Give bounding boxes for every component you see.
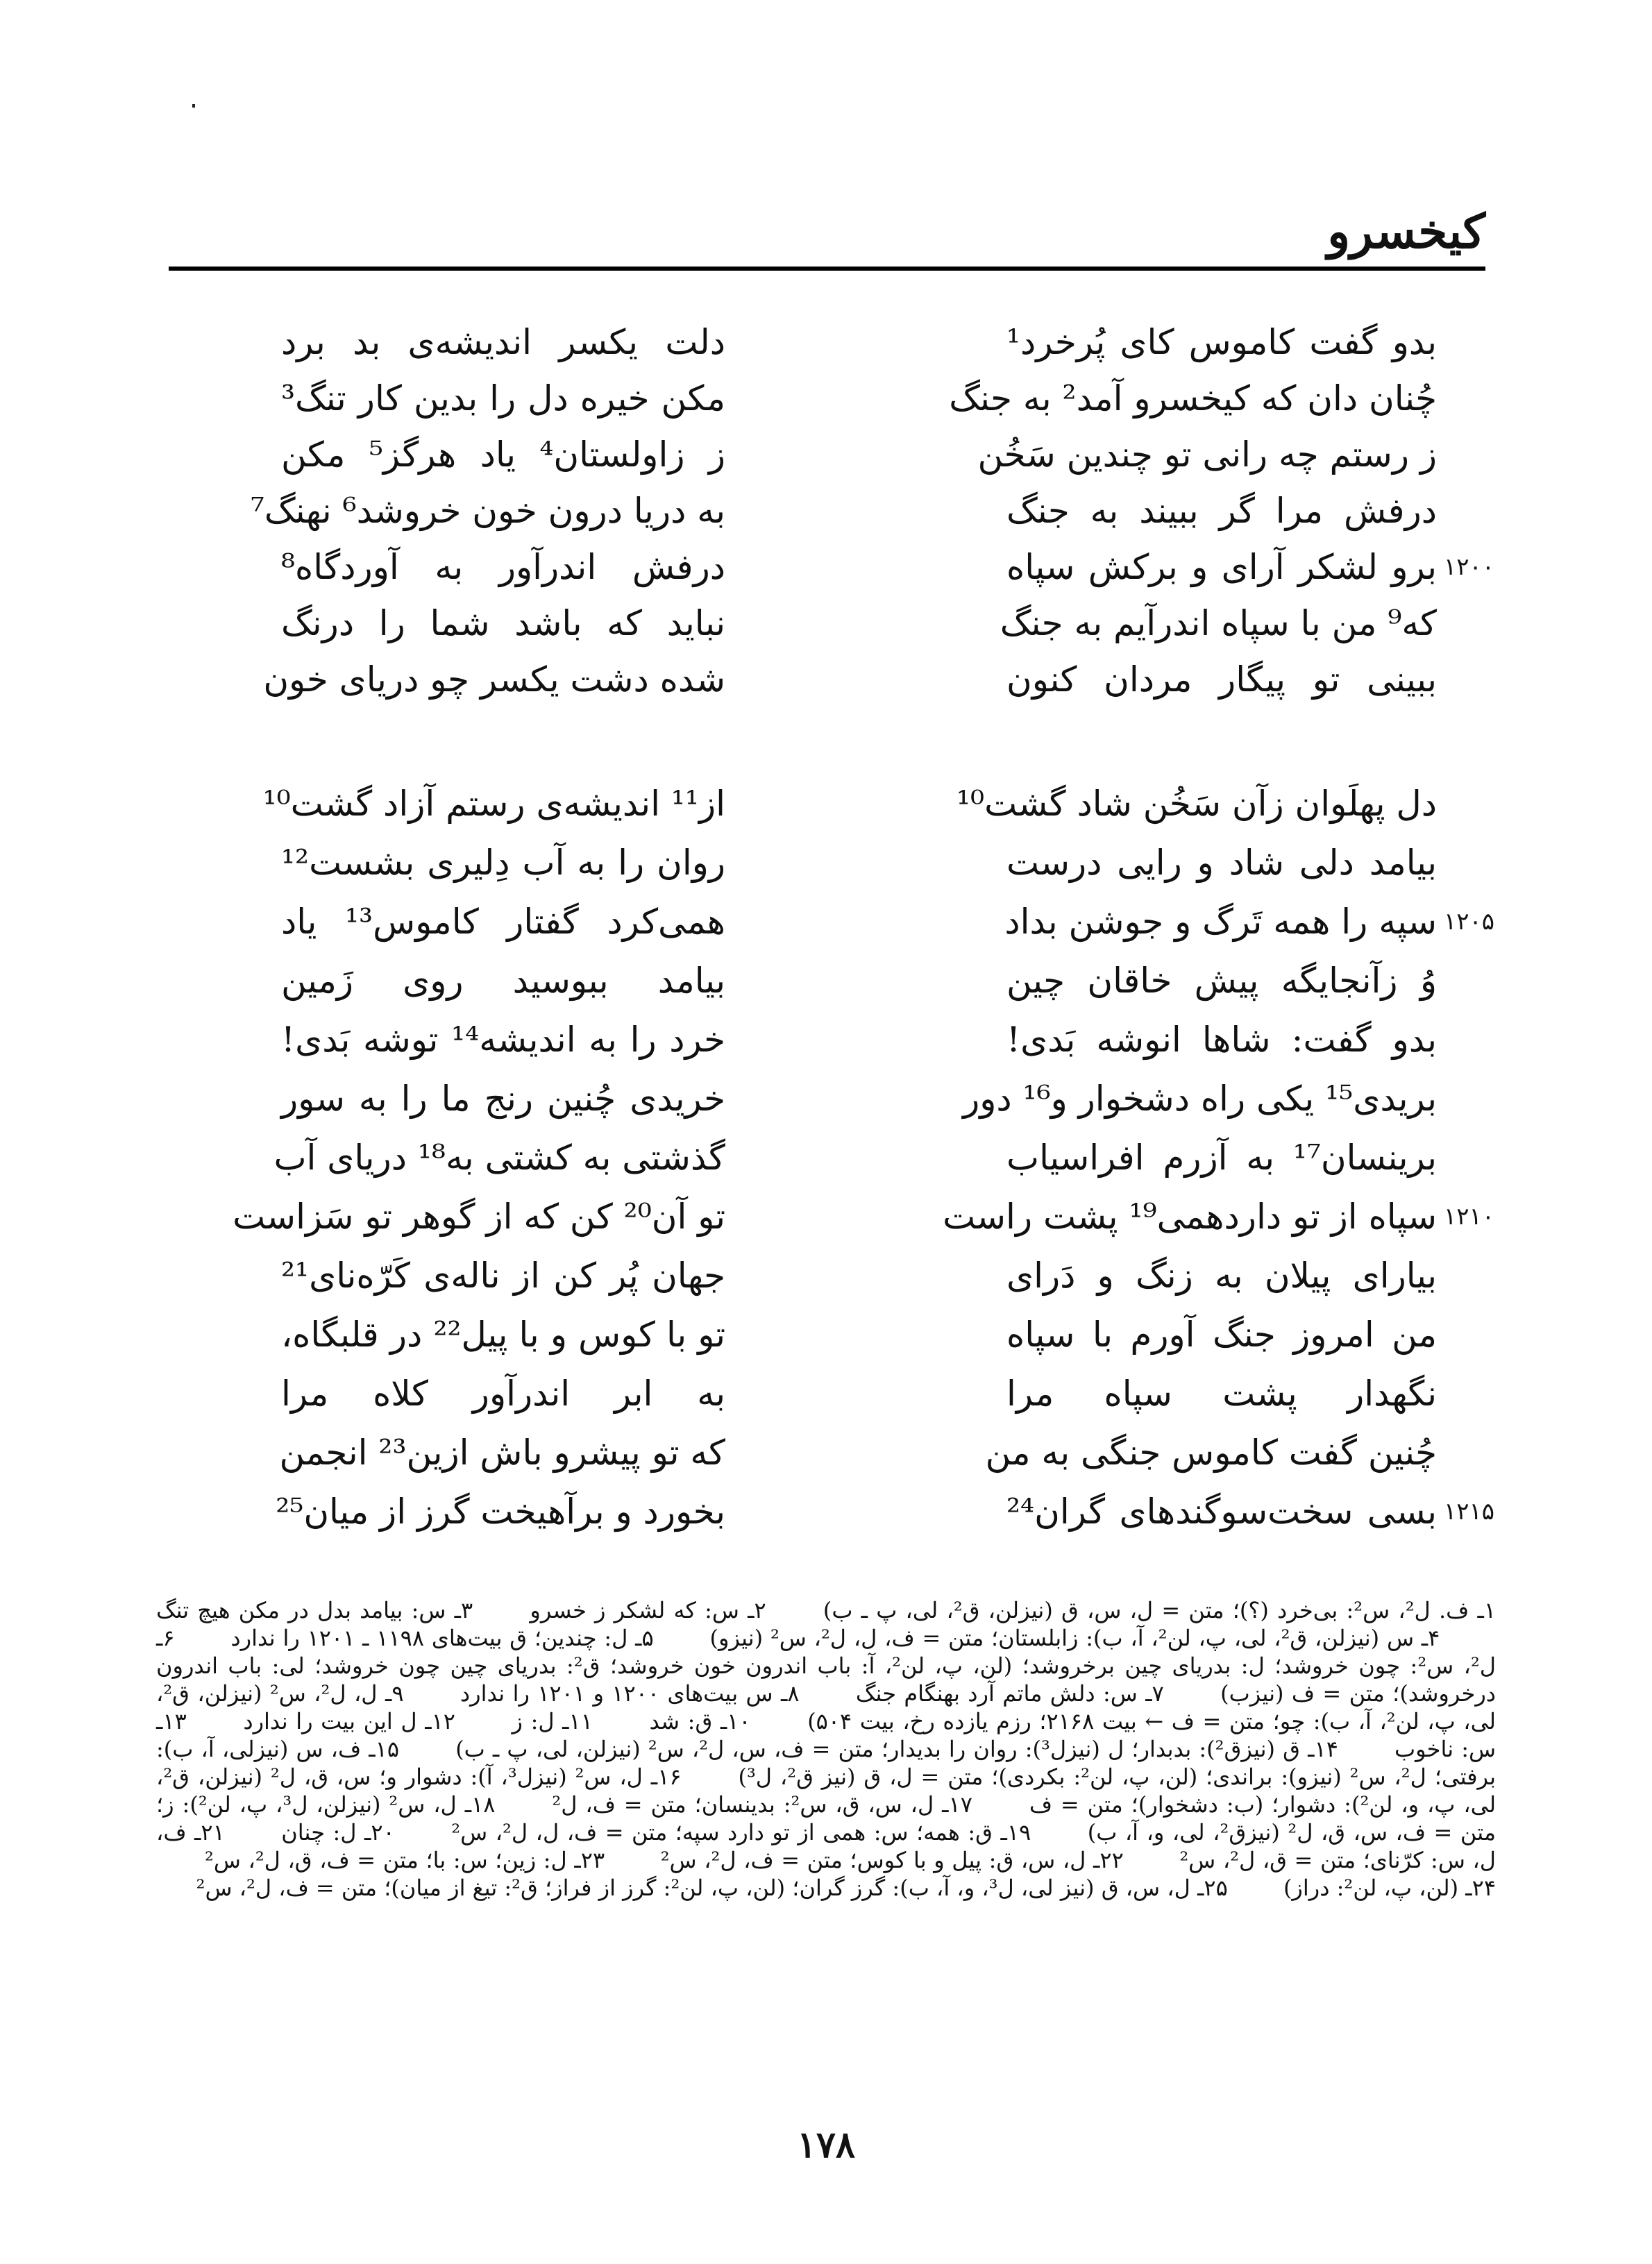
first-hemistich: سپاه از تو داردهمی¹⁹ پشت راست	[943, 1197, 1437, 1237]
second-hemistich: نباید که باشد شما را درنگ	[281, 603, 725, 643]
first-hemistich: سپه را همه تَرگ و جوشن بداد	[1004, 902, 1437, 942]
couplet	[0, 1183, 1652, 1250]
footnote: ۱۶ـ ل، س² (نیزل³، آ): دشوار و؛ س، ق، ل² (نیزلن، ق²، لی، پ، و، لن²): دشوار؛ (ب: دشخوار)؛ متن = ف	[156, 1764, 1497, 1818]
footnote: ۲۲ـ ل، س، ق: پیل و با کوس؛ متن = ف، ل²، س²	[660, 1847, 1124, 1873]
second-hemistich: تو آن²⁰ کن که از گوهر تو سَزاست	[233, 1197, 725, 1237]
footnote: ۲۱ـ ف، ل، س: کرّنای؛ متن = ق، ل²، س²	[156, 1819, 1497, 1873]
couplet	[0, 1301, 1652, 1368]
couplet	[0, 1124, 1652, 1191]
second-hemistich: مکن خیره دل را بدین کار تنگ³	[281, 378, 725, 419]
second-hemistich: درفش اندرآور به آوردگاه⁸	[281, 547, 725, 587]
first-hemistich: نگهدار پشت سپاه مرا	[1006, 1374, 1437, 1414]
second-hemistich: بیامد ببوسید روی زَمین	[281, 961, 725, 1001]
first-hemistich: چُنین گفت کاموس جنگی به من	[985, 1433, 1437, 1473]
footnote: ۵ـ ل: چندین؛ ق بیت‌های ۱۱۹۸ ـ ۱۲۰۱ را ندارد	[230, 1625, 654, 1651]
first-hemistich: دل پهلَوان زآن سَخُن شاد گشت¹⁰	[956, 784, 1437, 824]
footnote: ۱۳ـ س: ناخوب	[156, 1708, 1497, 1762]
first-hemistich: بیارای پیلان به زنگ و دَرای	[1006, 1256, 1437, 1296]
footnote: ۲۴ـ (لن، پ، لن²: دراز)	[1283, 1875, 1496, 1901]
first-hemistich: که⁹ من با سپاه اندرآیم به جنگ	[1000, 603, 1437, 643]
second-hemistich: به دریا درون خون خروشد⁶ نهنگ⁷	[250, 491, 725, 531]
running-head-title: کیخسرو	[1327, 204, 1485, 260]
footnote: ۱۲ـ ل این بیت را ندارد	[243, 1708, 455, 1734]
second-hemistich: همی‌کرد گفتار کاموس¹³ یاد	[281, 902, 725, 942]
verse-number: ۱۲۰۵	[1444, 908, 1495, 936]
footnote: ۱۴ـ ق (نیزق²): بدبدار؛ ل (نیزل³): روان را بدیدار؛ متن = ف، س، ل²، س² (نیزلن، لی، پ ـ ب)	[455, 1736, 1338, 1762]
first-hemistich: برینسان¹⁷ به آزرم افراسیاب	[1006, 1138, 1437, 1178]
footnote: ۳ـ س: بیامد بدل در مکن هیچ تنگ	[156, 1597, 473, 1623]
footnote: ۱۸ـ ل، س² (نیزلن، ل³، پ، لن²): ز؛ متن = ف، س، ق، ل² (نیزق²، لی، و، آ، ب)	[156, 1791, 1497, 1845]
footnote: ۱ـ ف. ل²، س²: بی‌خرد (؟)؛ متن = ل، س، ق (نیزلن، ق²، لی، پ ـ ب)	[823, 1597, 1497, 1623]
page-number: ۱۷۸	[797, 2124, 855, 2166]
first-hemistich: چُنان دان که کیخسرو آمد² به جنگ	[949, 378, 1437, 419]
second-hemistich: دلت یکسر اندیشه‌ی بد برد	[281, 322, 725, 362]
couplet	[0, 770, 1652, 837]
footnote: ۶ـ ل²، س²: چون خروشد؛ ل: بدریای چین برخروشد؛ (لن، پ، لن²، آ: باب اندرون خون خروشد؛ ق²: بدریای چین چون خروشد؛ لی: باب اندرون درخروشد)؛ متن = ف (نیزب)	[156, 1625, 1497, 1707]
footnote: ۱۵ـ ف، س (نیزلی، آ، ب): برفتی؛ ل²، س² (نیزو): براندی؛ (لن، پ، لن²: بکردی)؛ متن = ل، ق (نیز ق²، ل³)	[156, 1736, 1497, 1790]
verse-number: ۱۲۱۰	[1444, 1203, 1495, 1231]
couplet	[0, 947, 1652, 1014]
second-hemistich: تو با کوس و با پیل²² در قلبگاه،	[281, 1315, 726, 1355]
footnote: ۸ـ س بیت‌های ۱۲۰۰ و ۱۲۰۱ را ندارد	[460, 1680, 800, 1707]
footnote: ۱۷ـ ل، س، ق، س²: بدینسان؛ متن = ف، ل²	[552, 1791, 972, 1818]
footnote: ۱۱ـ ل: ز	[512, 1708, 593, 1734]
second-hemistich: از¹¹ اندیشه‌ی رستم آزاد گشت¹⁰	[262, 784, 725, 824]
couplet	[0, 1419, 1652, 1486]
footnote: ۴ـ س (نیزلن، ق²، لی، پ، لن²، آ، ب): زابلستان؛ متن = ف، ل، ل²، س² (نیزو)	[709, 1625, 1440, 1651]
footnote: ۷ـ س: دلش ماتم آرد بهنگام جنگ	[855, 1680, 1164, 1707]
footnote: ۱۹ـ ق: همه؛ س: همی از تو دارد سپه؛ متن = ف، ل، ل²، س²	[451, 1819, 1031, 1845]
footnote: ۲۳ـ ل: زین؛ س: با؛ متن = ف، ق، ل²، س²	[205, 1847, 605, 1873]
second-hemistich: به ابر اندرآور کلاه مرا	[281, 1374, 725, 1414]
second-hemistich: بخورد و برآهیخت گرز از میان²⁵	[276, 1492, 725, 1532]
second-hemistich: خرد را به اندیشه¹⁴ توشه بَدی!	[281, 1020, 725, 1060]
footnote: ۲ـ س: که لشکر ز خسرو	[530, 1597, 766, 1623]
first-hemistich: درفش مرا گر ببیند به جنگ	[1006, 491, 1437, 531]
first-hemistich: ز رستم چه رانی تو چندین سَخُن	[977, 434, 1437, 475]
couplet	[0, 646, 1652, 713]
verse-number: ۱۲۰۰	[1444, 553, 1495, 581]
footnote: ۲۰ـ ل: چنان	[281, 1819, 395, 1845]
second-hemistich: که تو پیشرو باش ازین²³ انجمن	[279, 1433, 725, 1473]
couplet	[0, 1006, 1652, 1073]
first-hemistich: بدو گفت: شاها انوشه بَدی!	[1006, 1020, 1437, 1060]
couplet	[0, 888, 1652, 955]
first-hemistich: بسی سخت‌سوگندهای گران²⁴	[1006, 1492, 1437, 1532]
couplet	[0, 1478, 1652, 1545]
second-hemistich: خریدی چُنین رنج ما را به سور	[281, 1079, 725, 1119]
couplet	[0, 1360, 1652, 1427]
footnote: ۲۵ـ ل، س، ق (نیز لی، ل³، و، آ، ب): گرز گران؛ (لن، پ، لن²: گرز از فراز؛ ق²: تیغ از میان)؛ متن = ف، ل²، س²	[196, 1875, 1228, 1901]
couplet	[0, 829, 1652, 896]
second-hemistich: جهان پُر کن از ناله‌ی کَرّه‌نای²¹	[281, 1256, 725, 1296]
couplet	[0, 1242, 1652, 1309]
second-hemistich: ز زاولستان⁴ یاد هرگز⁵ مکن	[281, 434, 725, 475]
footnotes-block	[156, 1596, 1496, 1902]
first-hemistich: بریدی¹⁵ یکی راه دشخوار و¹⁶ دور	[963, 1079, 1437, 1119]
couplet	[0, 1065, 1652, 1132]
second-hemistich: گذشتی به کشتی به¹⁸ دریای آب	[273, 1138, 725, 1178]
verse-number: ۱۲۱۵	[1444, 1498, 1495, 1526]
footnote: ۱۰ـ ق: شد	[649, 1708, 751, 1734]
first-hemistich: وُ زآنجایگه پیش خاقان چین	[1006, 961, 1437, 1001]
first-hemistich: بیامد دلی شاد و رایی درست	[1006, 843, 1437, 883]
first-hemistich: من امروز جنگ آورم با سپاه	[1006, 1315, 1437, 1355]
first-hemistich: ببینی تو پیگار مردان کنون	[1006, 659, 1437, 700]
first-hemistich: برو لشکر آرای و برکش سپاه	[1006, 547, 1437, 587]
second-hemistich: روان را به آب دِلیری بشست¹²	[281, 843, 725, 883]
first-hemistich: بدو گفت کاموس کای پُرخرد¹	[1006, 322, 1437, 362]
footnote: ۹ـ ل، ل²، س² (نیزلن، ق²، لی، پ، لن²، آ، ب): چو؛ متن = ف ← بیت ۲۱۶۸؛ رزم یازده رخ، بیت ۵۰۴)	[156, 1680, 1497, 1734]
second-hemistich: شده دشت یکسر چو دریای خون	[263, 659, 725, 700]
